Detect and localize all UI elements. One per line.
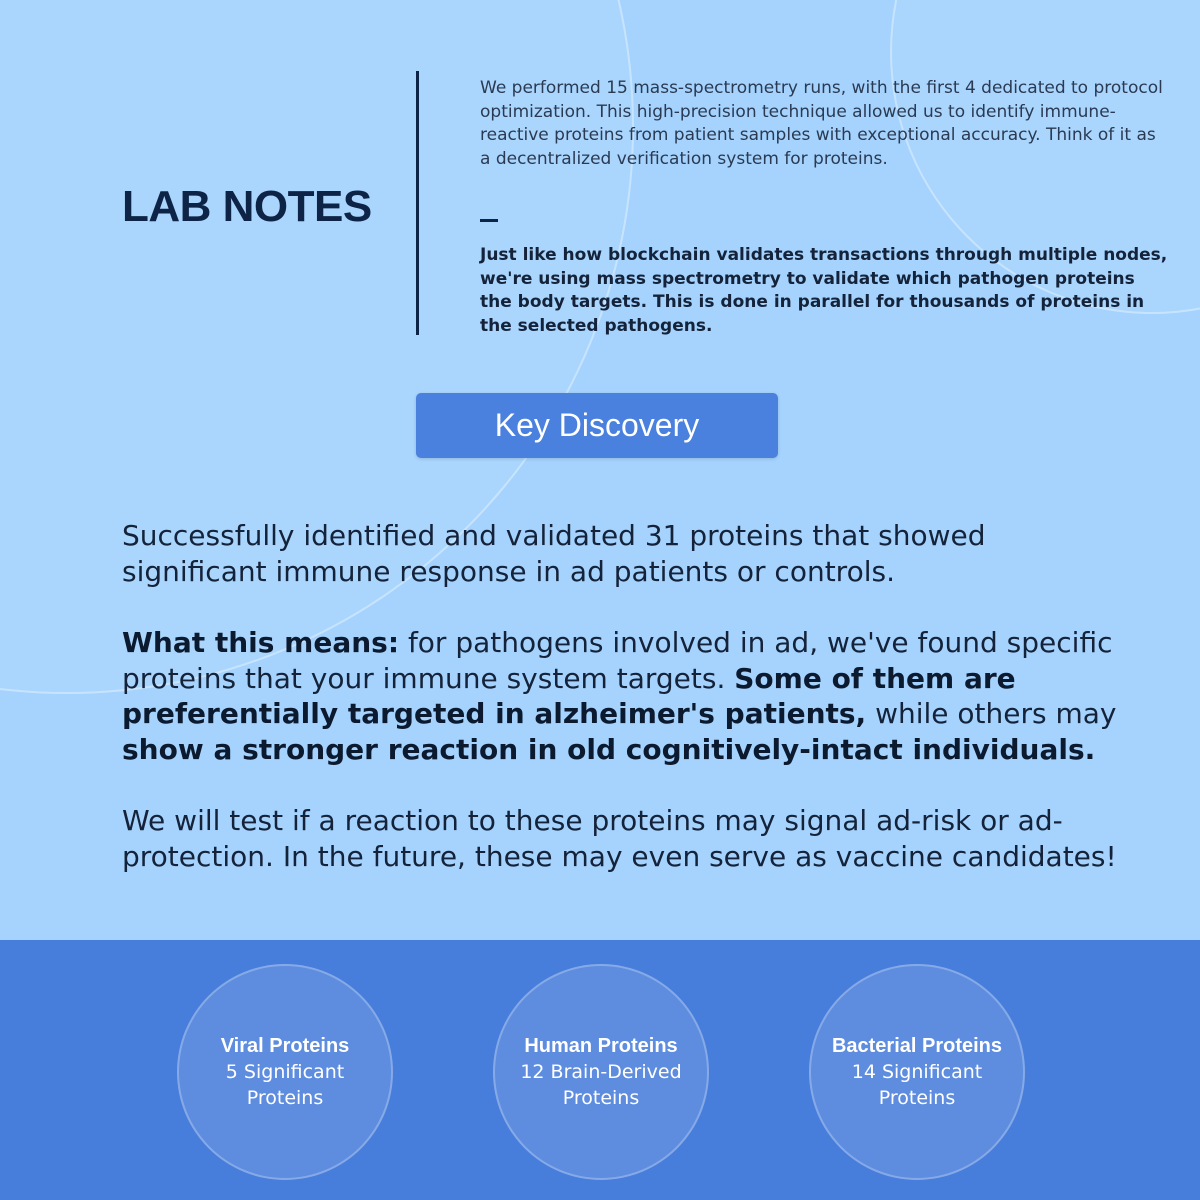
discovery-line-2: significant immune response in ad patients or controls. bbox=[122, 554, 895, 588]
discovery-line-1: Successfully identified and validated 31 proteins that showed bbox=[122, 519, 986, 552]
category-title: Human Proteins bbox=[524, 1035, 678, 1057]
human-proteins-circle bbox=[493, 964, 709, 1180]
meaning-text-2: while others may bbox=[866, 697, 1117, 730]
meaning-label: What this means: bbox=[122, 626, 400, 659]
key-discovery-button[interactable]: Key Discovery bbox=[416, 393, 778, 458]
vertical-divider bbox=[416, 71, 419, 335]
page-title: LAB NOTES bbox=[122, 182, 372, 231]
meaning-bold-1: Some of them are preferentially targeted in alzheimer's patients, bbox=[122, 661, 1016, 730]
bacterial-proteins-circle bbox=[809, 964, 1025, 1180]
protein-summary-band bbox=[0, 940, 1200, 1200]
category-title: Bacterial Proteins bbox=[831, 1035, 1003, 1057]
discovery-text bbox=[122, 518, 1132, 874]
meaning-text-1: for pathogens involved in ad, we've found specific proteins that your immune system targets. bbox=[122, 626, 1113, 695]
lab-notes-paragraph: We performed 15 mass-spectrometry runs, with the first 4 dedicated to protocol optimization. This high-precision technique allowed us to identify immune-reactive proteins from patient samples with exceptional accuracy. Think of it as a decentralized verification system for proteins. bbox=[480, 78, 1163, 169]
meaning-bold-2: show a stronger reaction in old cognitively-intact individuals. bbox=[122, 732, 1096, 766]
dash-divider bbox=[480, 219, 498, 222]
meaning-paragraph bbox=[122, 625, 1132, 767]
category-desc: 14 Significant Proteins bbox=[851, 1061, 983, 1109]
viral-proteins-circle bbox=[177, 964, 393, 1180]
closing-paragraph: We will test if a reaction to these proteins may signal ad-risk or ad-protection. In the future, these may even serve as vaccine candidates! bbox=[122, 804, 1117, 873]
category-title: Viral Proteins bbox=[220, 1035, 350, 1057]
category-desc: 5 Significant Proteins bbox=[225, 1061, 345, 1109]
category-desc: 12 Brain-Derived Proteins bbox=[520, 1061, 682, 1109]
lab-notes-bold-paragraph: Just like how blockchain validates transactions through multiple nodes, we're using mass spectrometry to validate which pathogen proteins the body targets. This is done in parallel for thousands of proteins in the selected pathogens. bbox=[480, 245, 1168, 336]
